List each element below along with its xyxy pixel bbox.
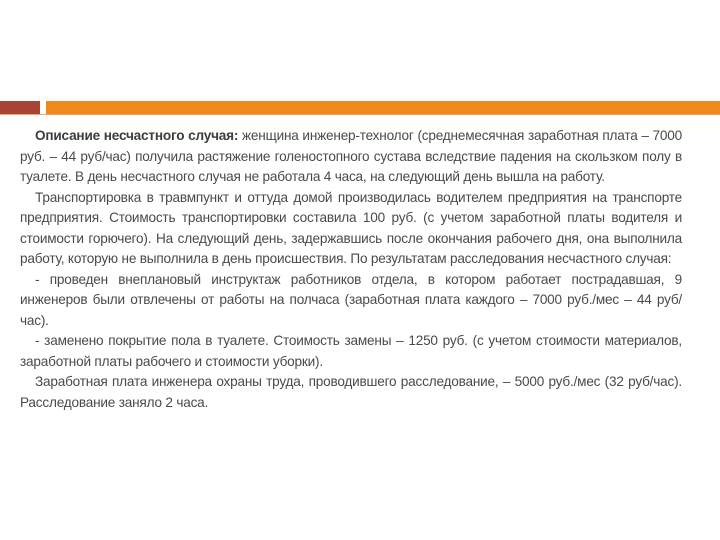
- incident-heading: Описание несчастного случая:: [35, 128, 239, 143]
- paragraph-briefing: - проведен внеплановый инструктаж работников отдела, в котором работает пострадавшая, 9 инженеров были отвлечены от работы на полчаса (заработная плата каждого – 7000 руб./мес – 44 руб/час).: [20, 271, 682, 328]
- header-accent-bar-left: [0, 101, 40, 115]
- header-accent-bar-right: [46, 101, 720, 115]
- incident-text: женщина инженер-технолог (среднемесячная заработная плата – 7000 руб. – 44 руб/час) получила растяжение голеностопного сустава вследствие падения на скользком полу в туалете. В день несчастного случая не работала 4 часа, на следующий день вышла на работу.: [20, 128, 682, 184]
- paragraph-transport: Транспортировка в травмпункт и оттуда домой производилась водителем предприятия на транспорте предприятия. Стоимость транспортировки составила 100 руб. (с учетом заработной платы водителя и стоимости горючего). На следующий день, задержавшись после окончания рабочего дня, она выполнила работу, которую не выполнила в день происшествия. По результатам расследования несчастного случая:: [20, 189, 682, 266]
- slide-body-text: [20, 126, 682, 413]
- paragraph-investigation-cost: Заработная плата инженера охраны труда, проводившего расследование, – 5000 руб./мес (32 руб/час). Расследование заняло 2 часа.: [20, 374, 682, 410]
- header-divider: [0, 114, 720, 115]
- paragraph-floor-replacement: - заменено покрытие пола в туалете. Стоимость замены – 1250 руб. (с учетом стоимости материалов, заработной платы рабочего и стоимости уборки).: [20, 333, 682, 369]
- paragraph-incident-description: [20, 126, 682, 188]
